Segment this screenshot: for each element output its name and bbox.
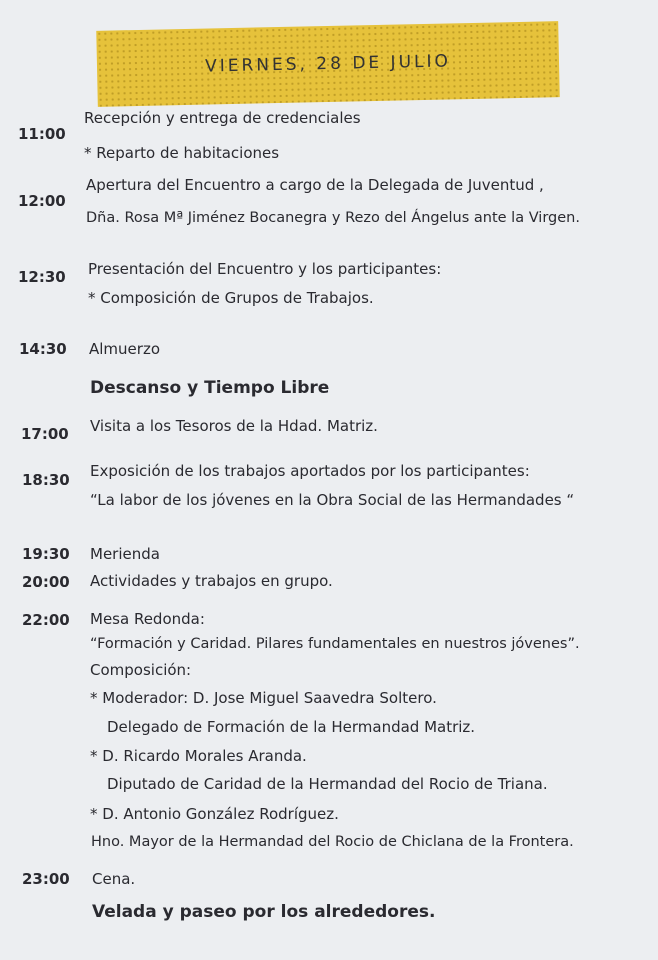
event-text: * Reparto de habitaciones [84,144,280,162]
time-1100: 11:00 [18,125,66,143]
time-1230: 12:30 [18,268,66,286]
event-text: Merienda [90,545,160,563]
event-text: Apertura del Encuentro a cargo de la Delegada de Juventud , [86,176,544,194]
day-banner [96,21,559,107]
time-1930: 19:30 [22,545,70,563]
time-2200: 22:00 [22,611,70,629]
event-text: Mesa Redonda: [90,610,205,628]
time-2300: 23:00 [22,870,70,888]
event-text: Hno. Mayor de la Hermandad del Rocio de Chiclana de la Frontera. [91,834,574,850]
break-heading: Descanso y Tiempo Libre [90,378,330,398]
event-text: * D. Ricardo Morales Aranda. [90,747,307,765]
event-text: * Moderador: D. Jose Miguel Saavedra Soltero. [90,689,437,707]
event-text: Composición: [90,661,192,679]
event-text: Dña. Rosa Mª Jiménez Bocanegra y Rezo del Ángelus ante la Virgen. [86,210,580,226]
event-text: Almuerzo [89,340,160,358]
event-text: Visita a los Tesoros de la Hdad. Matriz. [90,417,378,435]
time-1200: 12:00 [18,192,66,210]
day-title: VIERNES, 28 DE JULIO [204,51,452,77]
event-text: * D. Antonio González Rodríguez. [90,805,339,823]
event-text: Actividades y trabajos en grupo. [90,572,333,590]
event-text: “Formación y Caridad. Pilares fundamentales en nuestros jóvenes”. [90,636,580,652]
event-text: Cena. [92,870,136,888]
event-text: Delegado de Formación de la Hermandad Matriz. [107,718,476,736]
time-1700: 17:00 [21,425,69,443]
closing-heading: Velada y paseo por los alrededores. [92,902,436,922]
event-text: Recepción y entrega de credenciales [84,109,361,127]
event-text: “La labor de los jóvenes en la Obra Social de las Hermandades “ [90,491,575,509]
time-1830: 18:30 [22,471,70,489]
event-text: Diputado de Caridad de la Hermandad del Rocio de Triana. [107,775,548,793]
event-text: Exposición de los trabajos aportados por los participantes: [90,462,530,480]
event-text: * Composición de Grupos de Trabajos. [88,289,374,307]
event-text: Presentación del Encuentro y los participantes: [88,260,442,278]
time-2000: 20:00 [22,573,70,591]
time-1430: 14:30 [19,340,67,358]
